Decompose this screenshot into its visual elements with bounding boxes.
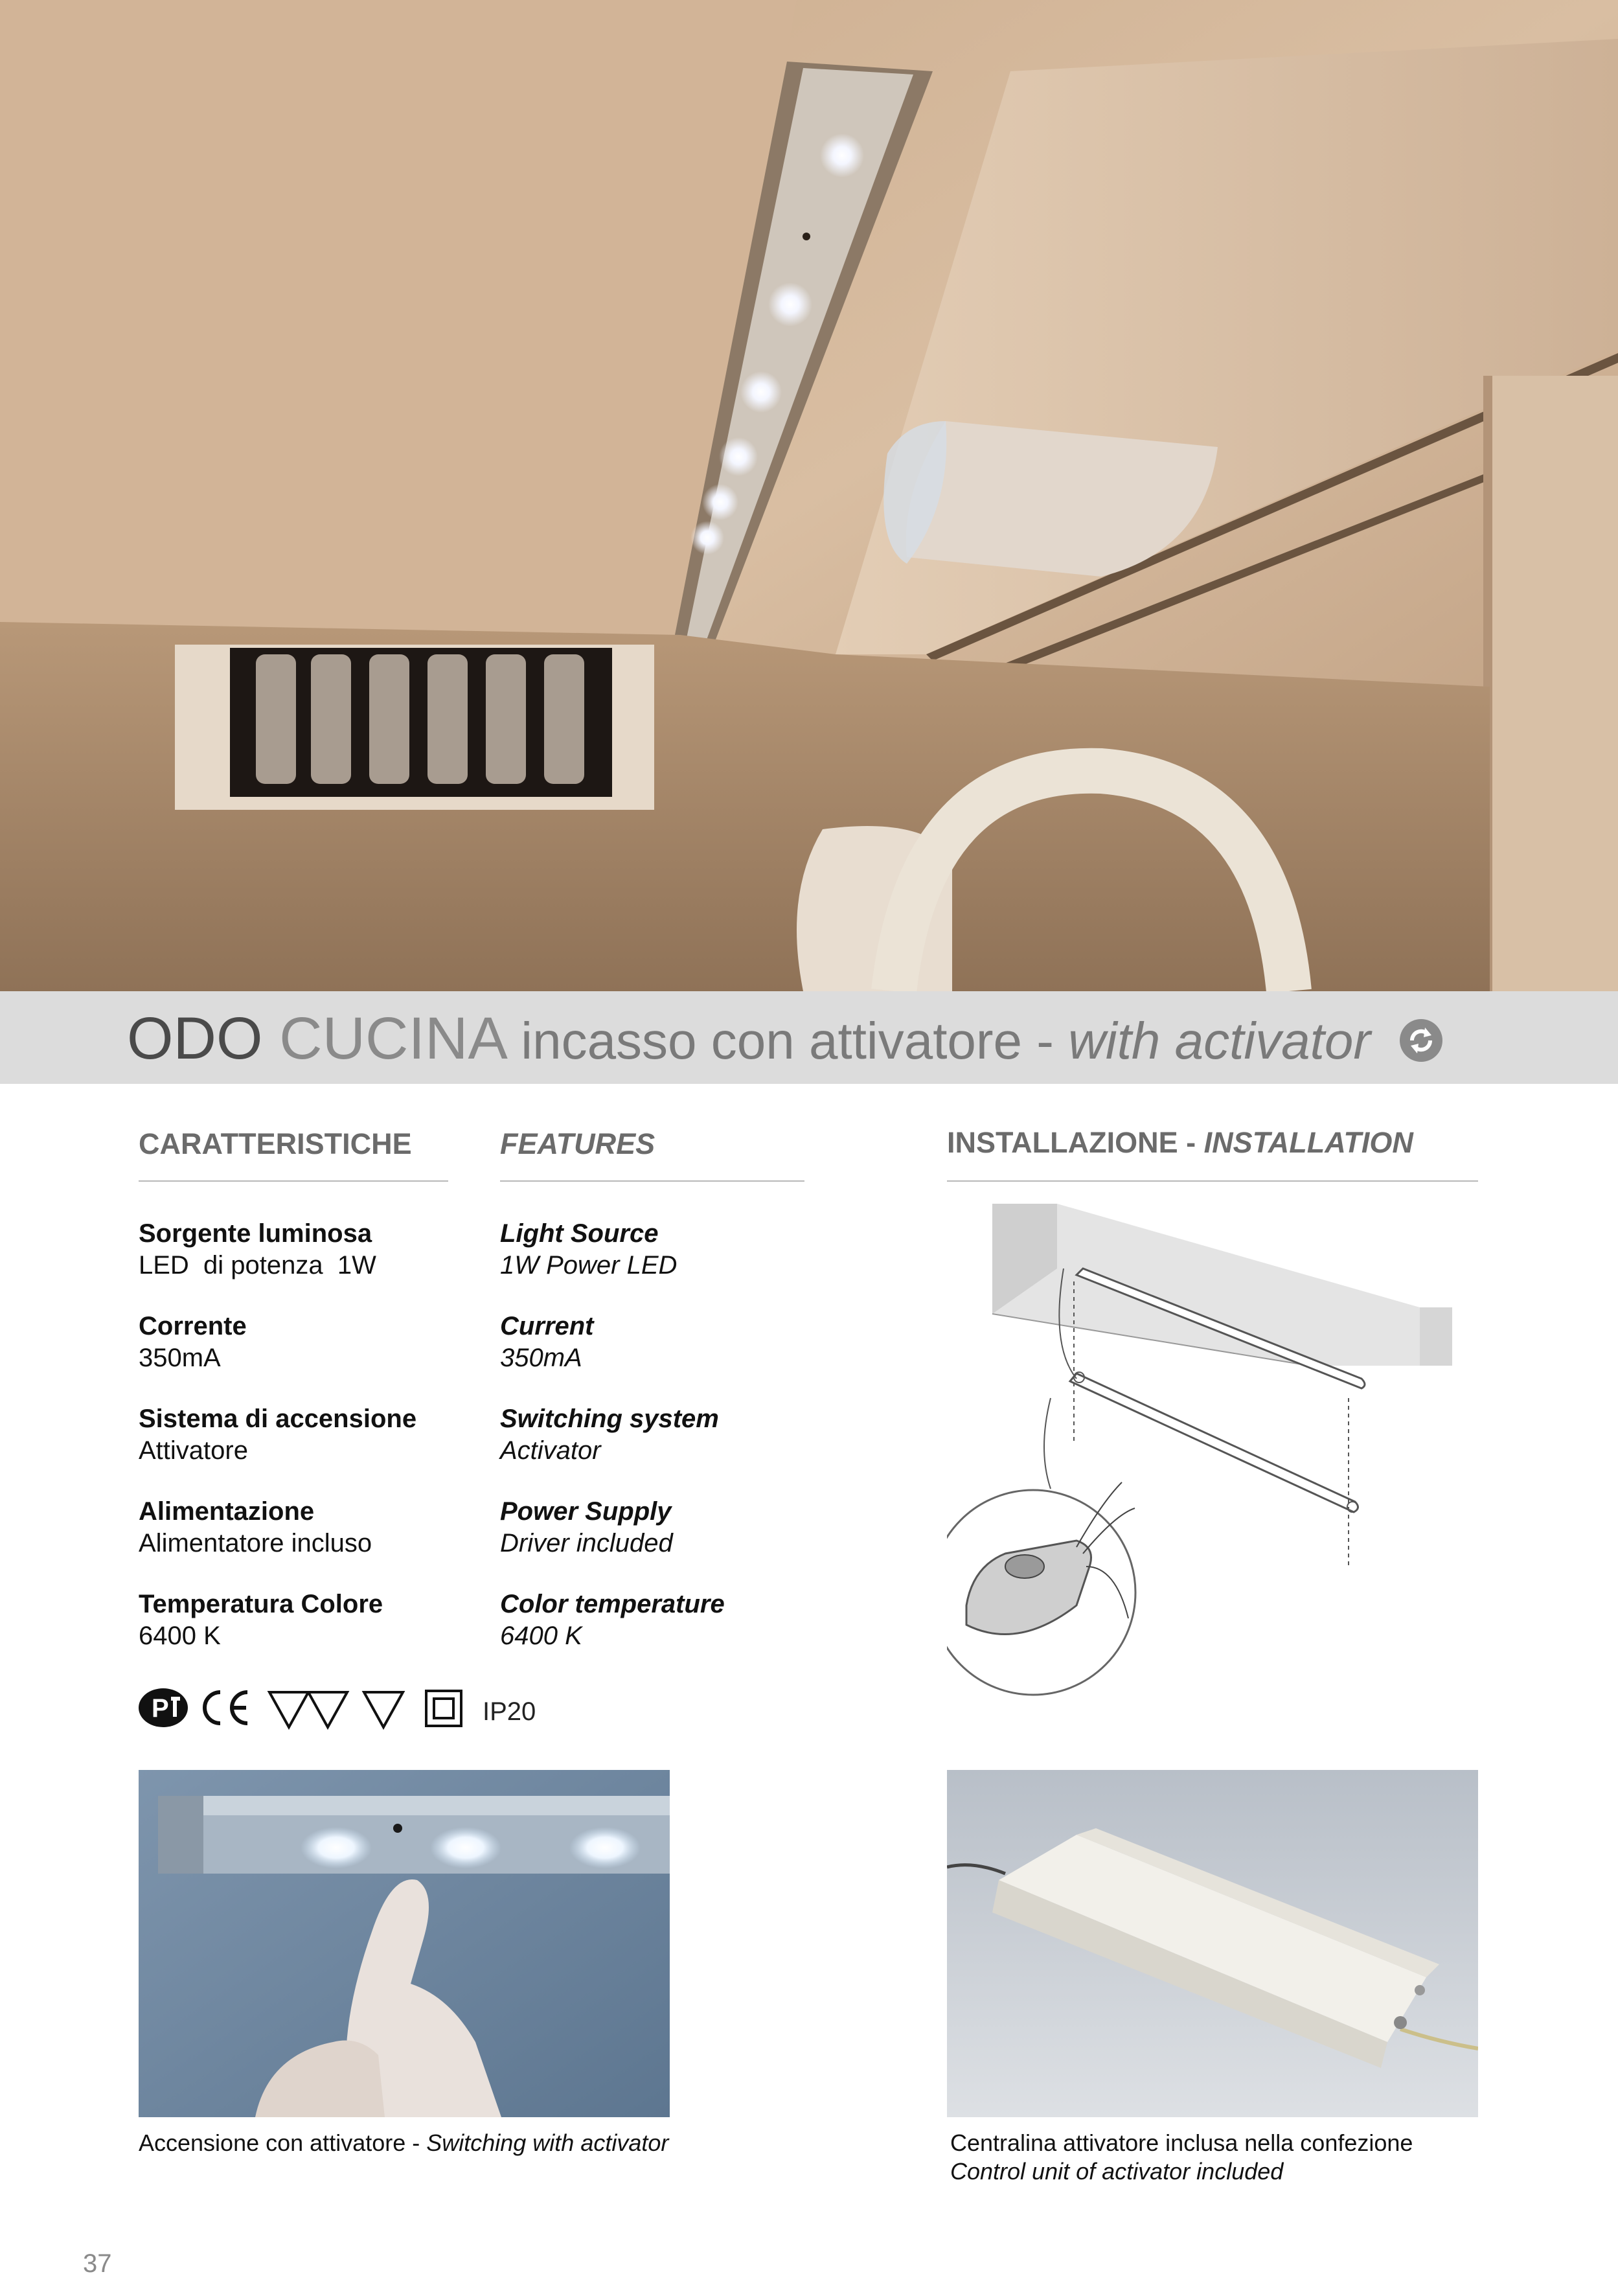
control-unit-photo xyxy=(947,1770,1478,2117)
ce-mark-icon xyxy=(205,1692,247,1723)
spec-value: Driver included xyxy=(500,1529,673,1557)
divider xyxy=(139,1180,448,1182)
class-ii-mark-icon xyxy=(426,1691,461,1726)
spec-label: Sorgente luminosa xyxy=(139,1219,372,1248)
spec-value: Attivatore xyxy=(139,1436,248,1465)
caption-activator xyxy=(139,2129,668,2157)
f-mark-icon xyxy=(364,1692,403,1727)
installation-diagram xyxy=(947,1204,1504,1703)
title-odo: ODO xyxy=(127,1005,263,1072)
spec-value: 350mA xyxy=(500,1344,582,1372)
installation-heading xyxy=(947,1126,1413,1160)
spec-value: 6400 K xyxy=(500,1622,582,1650)
spec-label: Current xyxy=(500,1312,594,1340)
title-cucina: CUCINA xyxy=(279,1005,505,1072)
caption-line-1: Centralina attivatore inclusa nella confezione xyxy=(950,2130,1413,2156)
spec-value: LED di potenza 1W xyxy=(139,1251,376,1280)
page-number: 37 xyxy=(83,2249,112,2278)
spec-label: Corrente xyxy=(139,1312,247,1340)
spec-item xyxy=(500,1496,673,1559)
spec-value: 350mA xyxy=(139,1344,221,1372)
spec-item xyxy=(139,1589,383,1652)
ip-rating: IP20 xyxy=(483,1697,536,1726)
spec-label: Sistema di accensione xyxy=(139,1405,417,1433)
caratteristiche-heading: CARATTERISTICHE xyxy=(139,1127,412,1160)
spec-label: Alimentazione xyxy=(139,1497,315,1526)
mm-mark-icon xyxy=(269,1692,347,1727)
caption-italic: Switching with activator xyxy=(426,2130,669,2156)
page-title xyxy=(127,1003,1443,1077)
spec-item xyxy=(500,1589,725,1652)
svg-text:P: P xyxy=(152,1694,169,1723)
title-italic: with activator xyxy=(1068,1012,1371,1070)
spec-item xyxy=(500,1311,593,1374)
spec-item xyxy=(500,1218,677,1281)
spec-item xyxy=(139,1403,416,1467)
spec-value: 1W Power LED xyxy=(500,1251,678,1280)
caption-control-unit xyxy=(950,2129,1413,2186)
spec-value: Activator xyxy=(500,1436,601,1465)
divider xyxy=(500,1180,804,1182)
spec-item xyxy=(139,1218,376,1281)
spec-label: Power Supply xyxy=(500,1497,672,1526)
caption-line-2: Control unit of activator included xyxy=(950,2158,1284,2185)
installation-heading-regular: INSTALLAZIONE - xyxy=(947,1126,1204,1159)
refresh-circle-icon xyxy=(1399,1007,1443,1051)
hero-photo xyxy=(0,0,1618,991)
features-heading: FEATURES xyxy=(500,1127,655,1160)
activator-photo xyxy=(139,1770,670,2117)
installation-heading-italic: INSTALLATION xyxy=(1203,1126,1413,1159)
spec-label: Temperatura Colore xyxy=(139,1590,383,1618)
certification-marks xyxy=(137,1684,474,1731)
spec-label: Light Source xyxy=(500,1219,659,1248)
spec-item xyxy=(139,1311,247,1374)
spec-label: Color temperature xyxy=(500,1590,725,1618)
kitchen-cabinet-photo xyxy=(0,0,1618,991)
spec-label: Switching system xyxy=(500,1405,719,1433)
pct-mark-icon xyxy=(139,1688,188,1727)
title-rest: incasso con attivatore - xyxy=(521,1012,1069,1070)
spec-value: 6400 K xyxy=(139,1622,221,1650)
spec-item xyxy=(500,1403,719,1467)
divider xyxy=(947,1180,1478,1182)
spec-value: Alimentatore incluso xyxy=(139,1529,372,1557)
caption-regular: Accensione con attivatore - xyxy=(139,2130,427,2156)
spec-item xyxy=(139,1496,372,1559)
